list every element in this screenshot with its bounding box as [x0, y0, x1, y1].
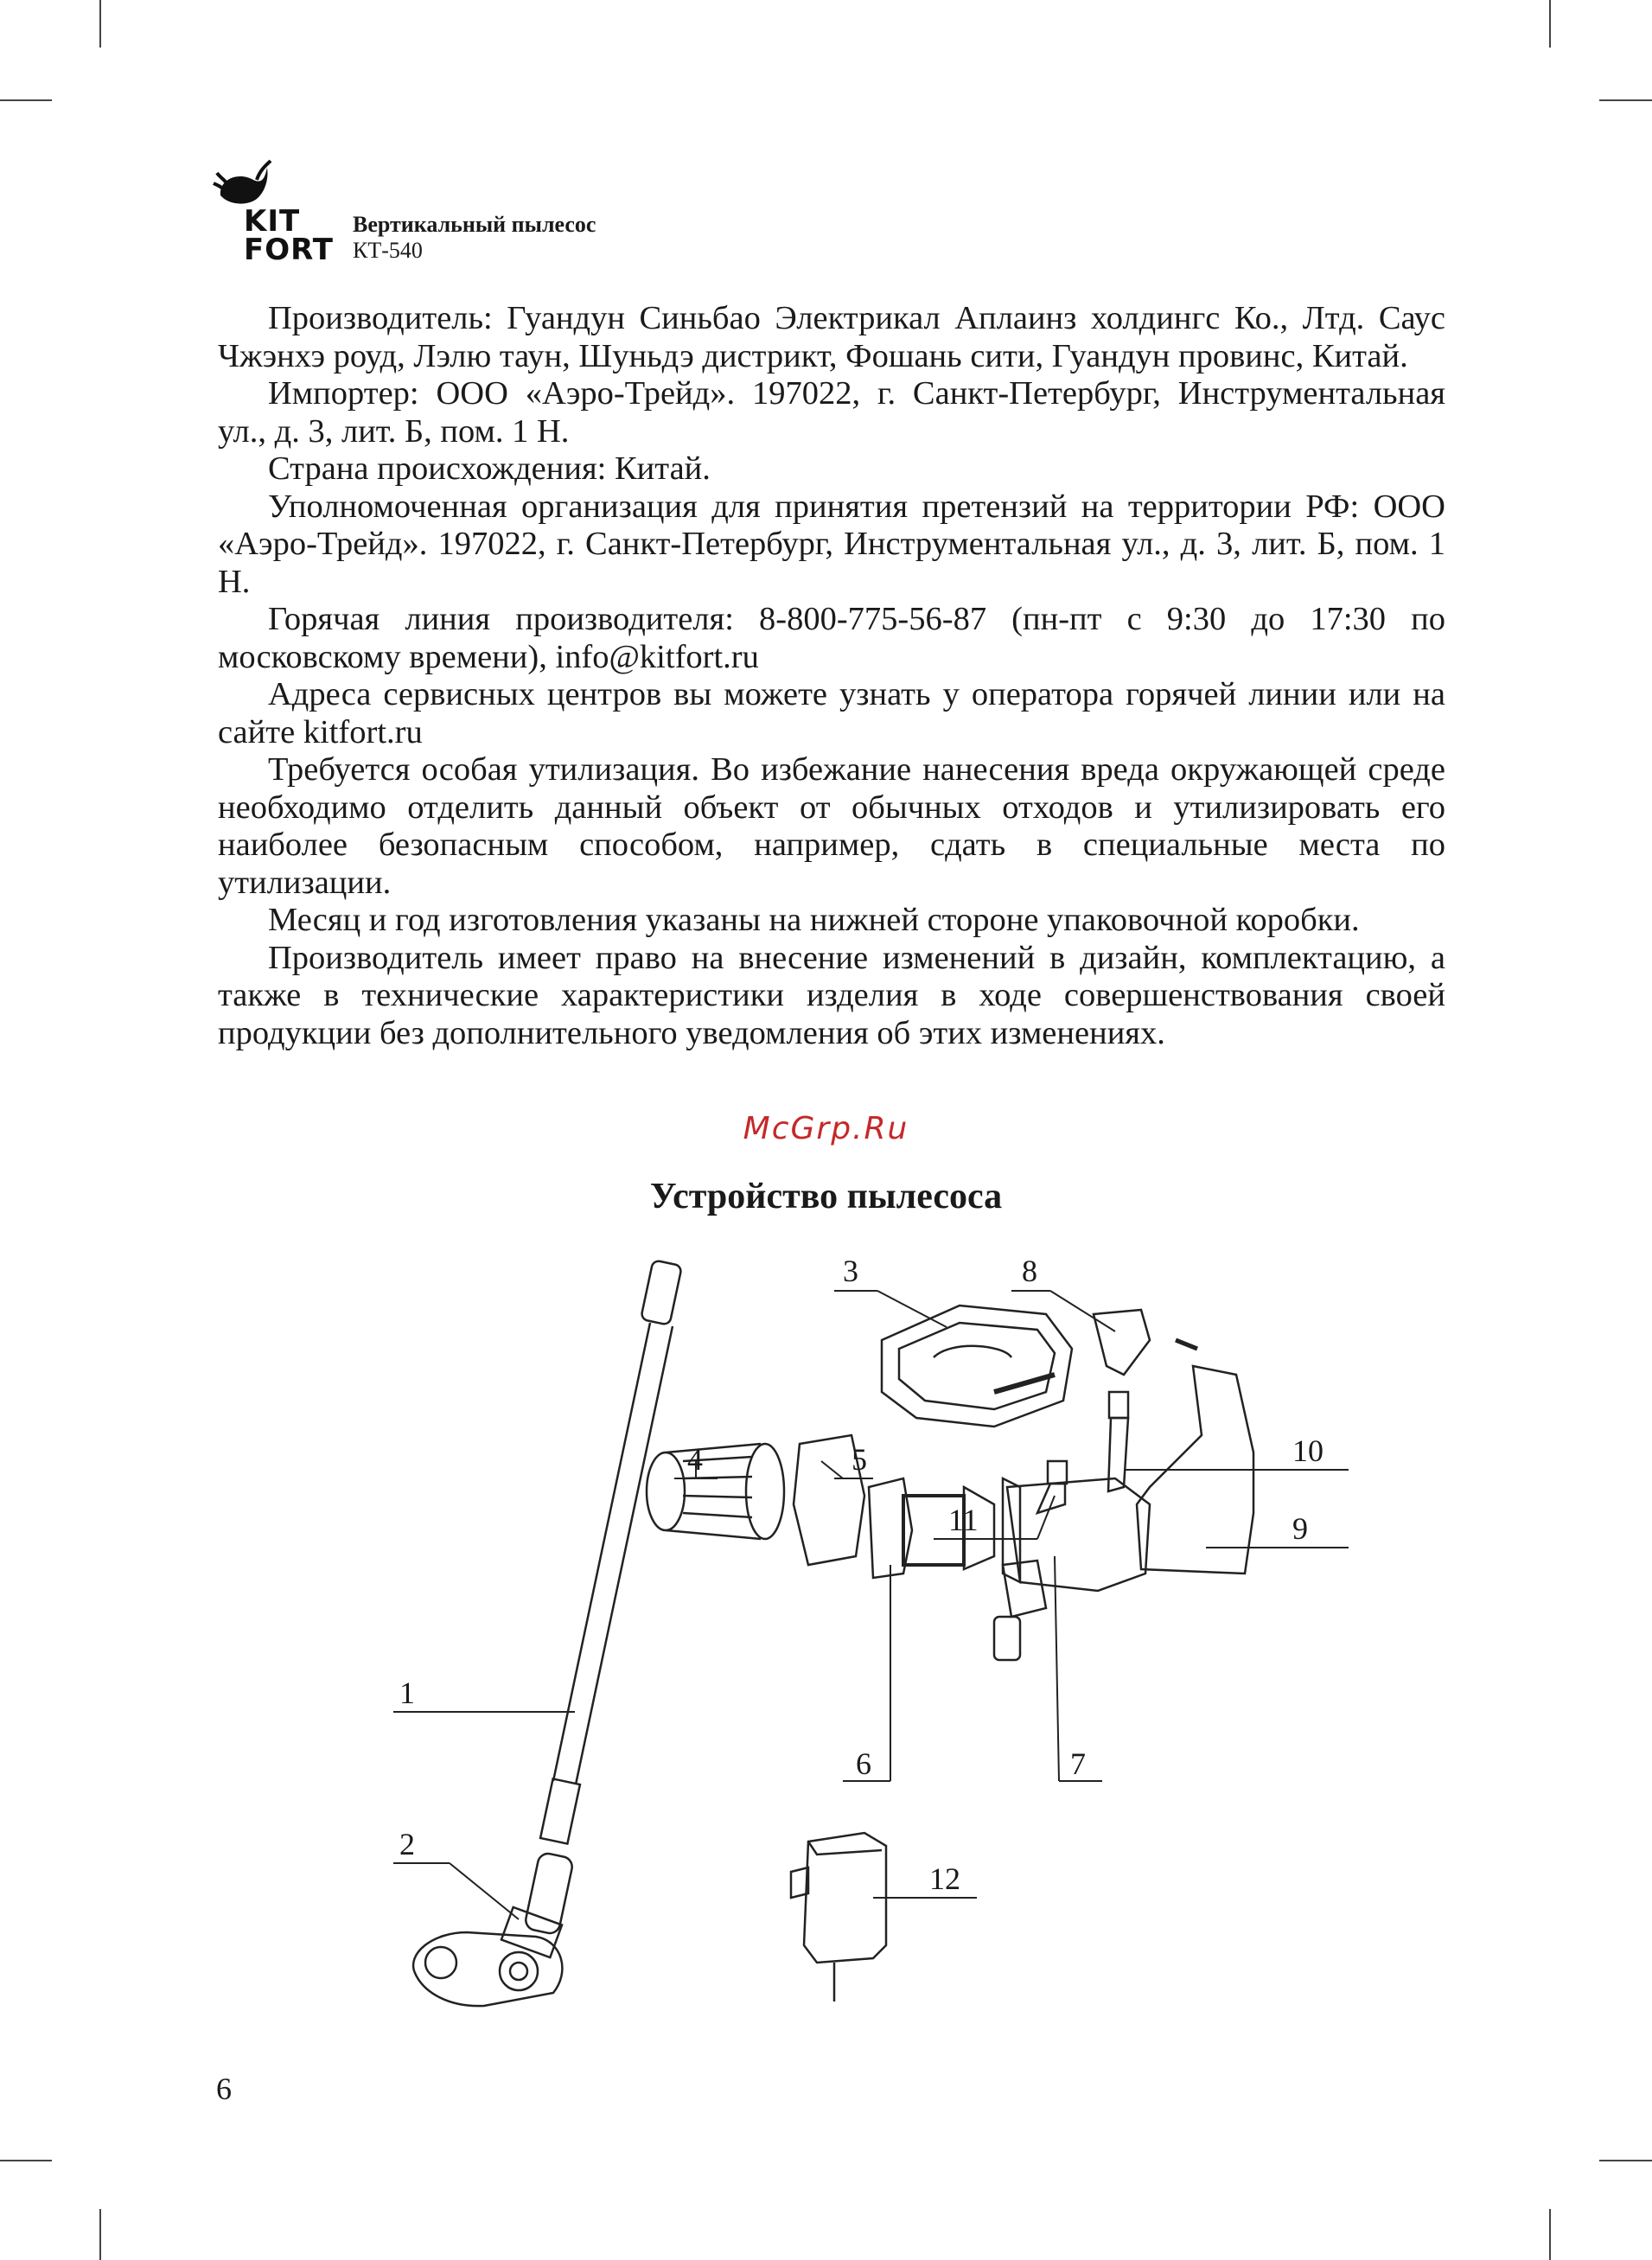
section-title: Устройство пылесоса: [649, 1177, 1003, 1216]
label-6: 6: [856, 1746, 871, 1781]
paragraph-hotline: Горячая линия производителя: 8-800-775-56-87 (пн-пт с 9:30 до 17:30 по московскому времени), info@kitfort.ru: [218, 601, 1445, 675]
label-3: 3: [843, 1254, 858, 1288]
label-2: 2: [399, 1827, 415, 1861]
crop-mark-top-left: [99, 0, 101, 48]
paragraph-changes: Производитель имеет право на внесение изменений в дизайн, комплектацию, а также в технические характеристики изделия в ходе совершенствования своей продукции без дополнительного уведомления об этих изменениях.: [218, 939, 1445, 1051]
crop-mark-bottom-right-h: [1599, 2160, 1652, 2161]
paragraph-manufacture-date: Месяц и год изготовления указаны на нижней стороне упаковочной коробки.: [268, 902, 1360, 938]
brand-logo-text: [244, 204, 334, 267]
leader-lines: [393, 1229, 1349, 1919]
label-5: 5: [852, 1442, 867, 1477]
label-12: 12: [929, 1861, 960, 1896]
part-cover: [882, 1306, 1072, 1427]
crop-mark-top-right-h: [1599, 99, 1652, 101]
crop-mark-top-left-h: [0, 99, 52, 101]
crop-mark-bottom-right: [1549, 2209, 1551, 2260]
paragraph-authorized-org: Уполномоченная организация для принятия претензий на территории РФ: ООО «Аэро-Трейд». 197022, г. Санкт-Петербург, Инструментальная ул., д. 3, лит. Б, пом. 1 Н.: [218, 488, 1445, 600]
document-title: Вертикальный пылесос: [353, 212, 596, 237]
vacuum-exploded-diagram: [0, 1228, 1652, 2023]
part-latch: [1108, 1392, 1128, 1491]
crop-mark-bottom-left-h: [0, 2160, 52, 2161]
brand-line-2: FORT: [244, 233, 334, 267]
paragraph-country: Страна происхождения: Китай.: [268, 450, 711, 487]
label-8: 8: [1022, 1254, 1037, 1288]
document-model: КТ-540: [353, 238, 423, 263]
watermark: McGrp.Ru: [743, 1111, 909, 1146]
label-4: 4: [687, 1442, 703, 1477]
crop-mark-bottom-left: [99, 2209, 101, 2260]
crop-mark-top-right: [1549, 0, 1551, 48]
paragraph-manufacturer: Производитель: Гуандун Синьбао Электрикал Аплаинз холдингс Ко., Лтд. Саус Чжэнхэ роуд, Лэлю таун, Шуньдэ дистрикт, Фошань сити, Гуандун провинс, Китай.: [218, 300, 1445, 374]
label-1: 1: [399, 1676, 415, 1710]
part-adapter: [791, 1833, 886, 2001]
label-9: 9: [1292, 1511, 1308, 1546]
manufacturer-info: [218, 300, 1445, 1052]
paragraph-importer: Импортер: ООО «Аэро-Трейд». 197022, г. Санкт-Петербург, Инструментальная ул., д. 3, лит. Б, пом. 1 Н.: [218, 375, 1445, 450]
label-7: 7: [1070, 1746, 1086, 1781]
brand-line-1: KIT: [244, 204, 301, 239]
paragraph-service-centers: Адреса сервисных центров вы можете узнать у оператора горячей линии или на сайте kitfort.ru: [218, 676, 1445, 750]
part-clip: [1037, 1461, 1067, 1513]
part-button: [1094, 1310, 1150, 1375]
part-handle: [1137, 1340, 1253, 1574]
part-floor-brush: [413, 1852, 574, 2006]
part-filter: [647, 1444, 784, 1539]
label-11: 11: [948, 1503, 979, 1537]
paragraph-disposal: Требуется особая утилизация. Во избежание нанесения вреда окружающей среде необходимо отделить данный объект от обычных отходов и утилизировать его наиболее безопасным способом, например, сдать в специальные места по утилизации.: [218, 751, 1445, 901]
label-10: 10: [1292, 1433, 1324, 1468]
part-tube: [540, 1260, 682, 1843]
part-motor-body: [994, 1478, 1150, 1660]
page-number: 6: [216, 2072, 232, 2106]
